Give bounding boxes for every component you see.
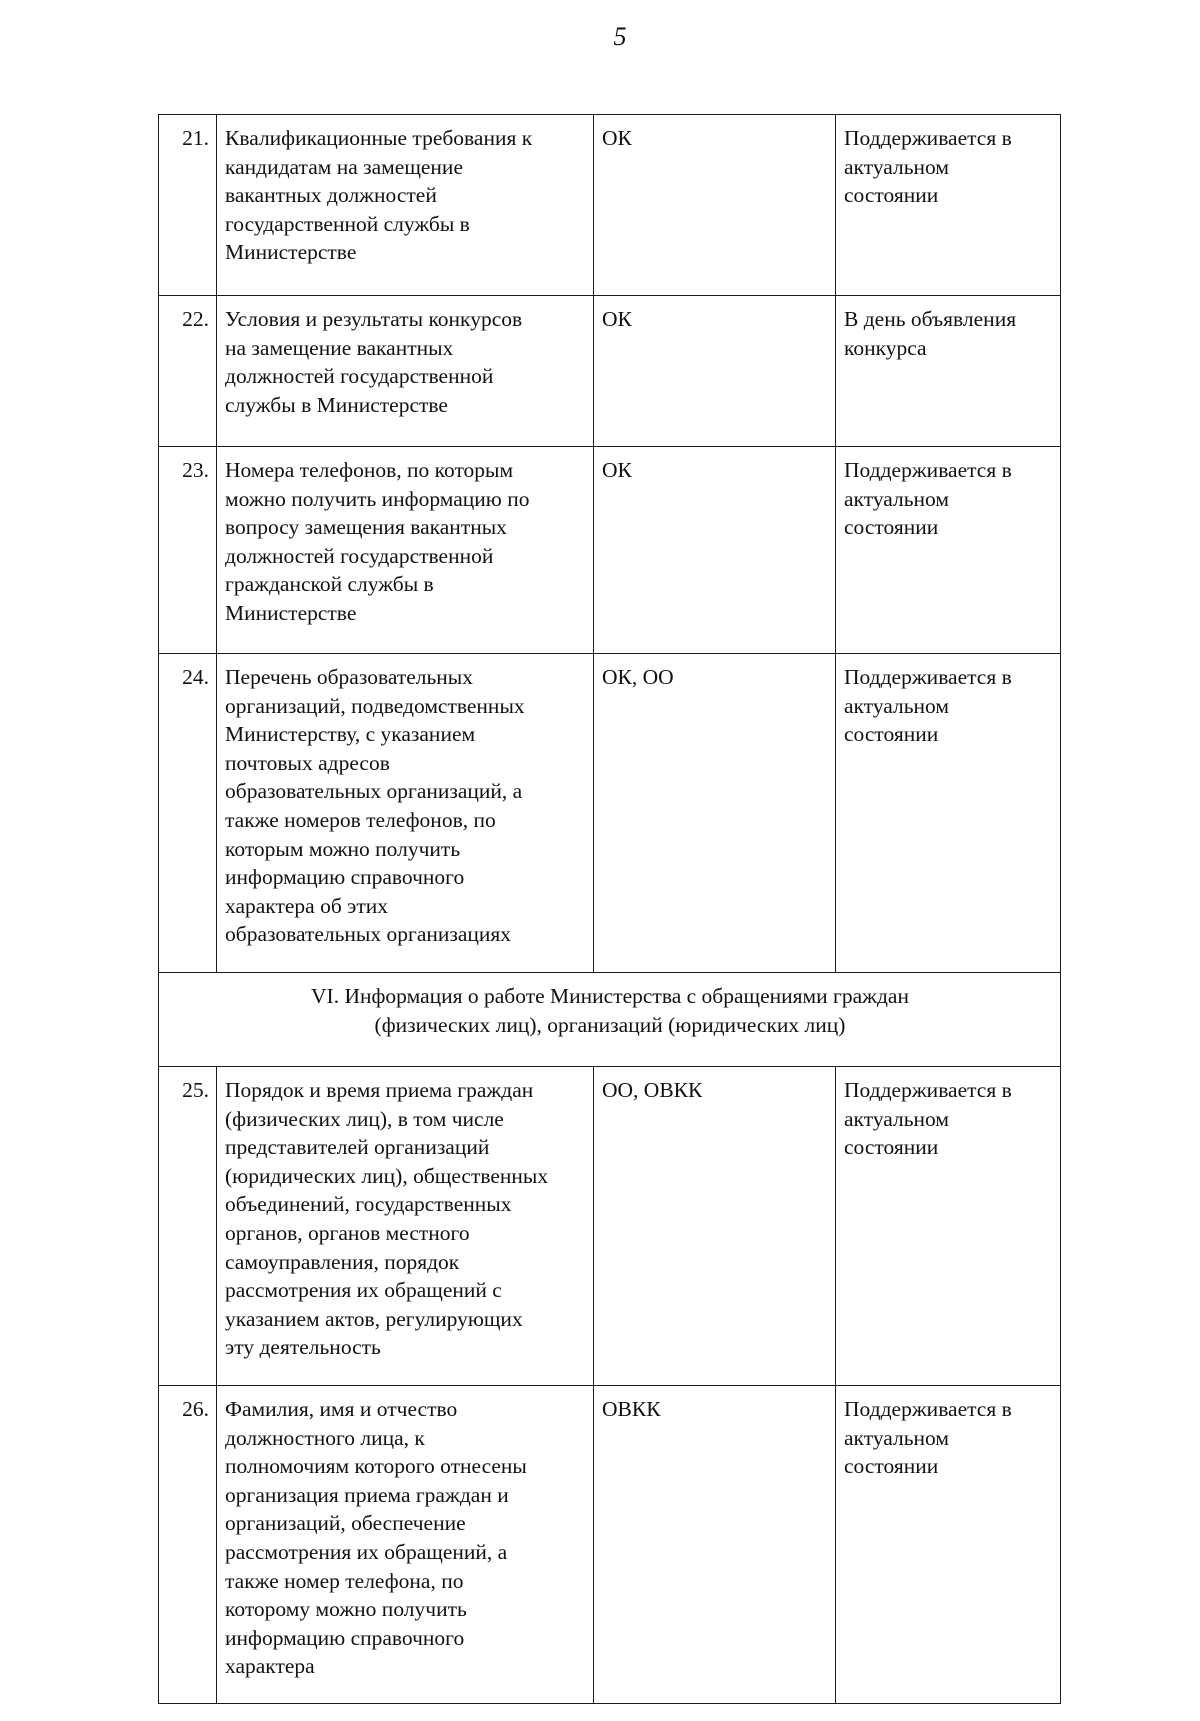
- row-responsible: ОВКК: [594, 1386, 836, 1704]
- row-number: 22.: [159, 296, 217, 447]
- information-table: [158, 114, 1061, 1704]
- section-row: [159, 973, 1061, 1067]
- row-period: Поддерживается в актуальном состоянии: [836, 1386, 1061, 1704]
- row-responsible: ОК, ОО: [594, 654, 836, 973]
- table-row: [159, 115, 1061, 296]
- row-title: Номера телефонов, по которым можно получить информацию по вопросу замещения вакантных должностей государственной гражданской службы в Министерстве: [217, 447, 594, 654]
- row-number: 24.: [159, 654, 217, 973]
- row-title: Перечень образовательных организаций, подведомственных Министерству, с указанием почтовых адресов образовательных организаций, а также номеров телефонов, по которым можно получить информацию справочного характера об этих образовательных организациях: [217, 654, 594, 973]
- section-heading: VI. Информация о работе Министерства с обращениями граждан (физических лиц), организаций (юридических лиц): [159, 973, 1061, 1067]
- row-period: В день объявления конкурса: [836, 296, 1061, 447]
- row-responsible: ОК: [594, 447, 836, 654]
- table-row: [159, 654, 1061, 973]
- table-row: [159, 1386, 1061, 1704]
- row-responsible: ОК: [594, 296, 836, 447]
- row-title: Фамилия, имя и отчество должностного лица, к полномочиям которого отнесены организация приема граждан и организаций, обеспечение рассмотрения их обращений, а также номер телефона, по которому можно получить информацию справочного характера: [217, 1386, 594, 1704]
- page-number: 5: [613, 22, 627, 51]
- row-number: 21.: [159, 115, 217, 296]
- row-number: 23.: [159, 447, 217, 654]
- row-period: Поддерживается в актуальном состоянии: [836, 447, 1061, 654]
- table-row: [159, 1067, 1061, 1386]
- row-responsible: ОК: [594, 115, 836, 296]
- table-row: [159, 447, 1061, 654]
- row-number: 26.: [159, 1386, 217, 1704]
- row-number: 25.: [159, 1067, 217, 1386]
- row-period: Поддерживается в актуальном состоянии: [836, 1067, 1061, 1386]
- row-responsible: ОО, ОВКК: [594, 1067, 836, 1386]
- row-title: Порядок и время приема граждан (физических лиц), в том числе представителей организаций (юридических лиц), общественных объединений, государственных органов, органов местного самоуправления, порядок рассмотрения их обращений с указанием актов, регулирующих эту деятельность: [217, 1067, 594, 1386]
- row-title: Квалификационные требования к кандидатам на замещение вакантных должностей государственной службы в Министерстве: [217, 115, 594, 296]
- row-period: Поддерживается в актуальном состоянии: [836, 654, 1061, 973]
- table-row: [159, 296, 1061, 447]
- row-title: Условия и результаты конкурсов на замещение вакантных должностей государственной службы в Министерстве: [217, 296, 594, 447]
- row-period: Поддерживается в актуальном состоянии: [836, 115, 1061, 296]
